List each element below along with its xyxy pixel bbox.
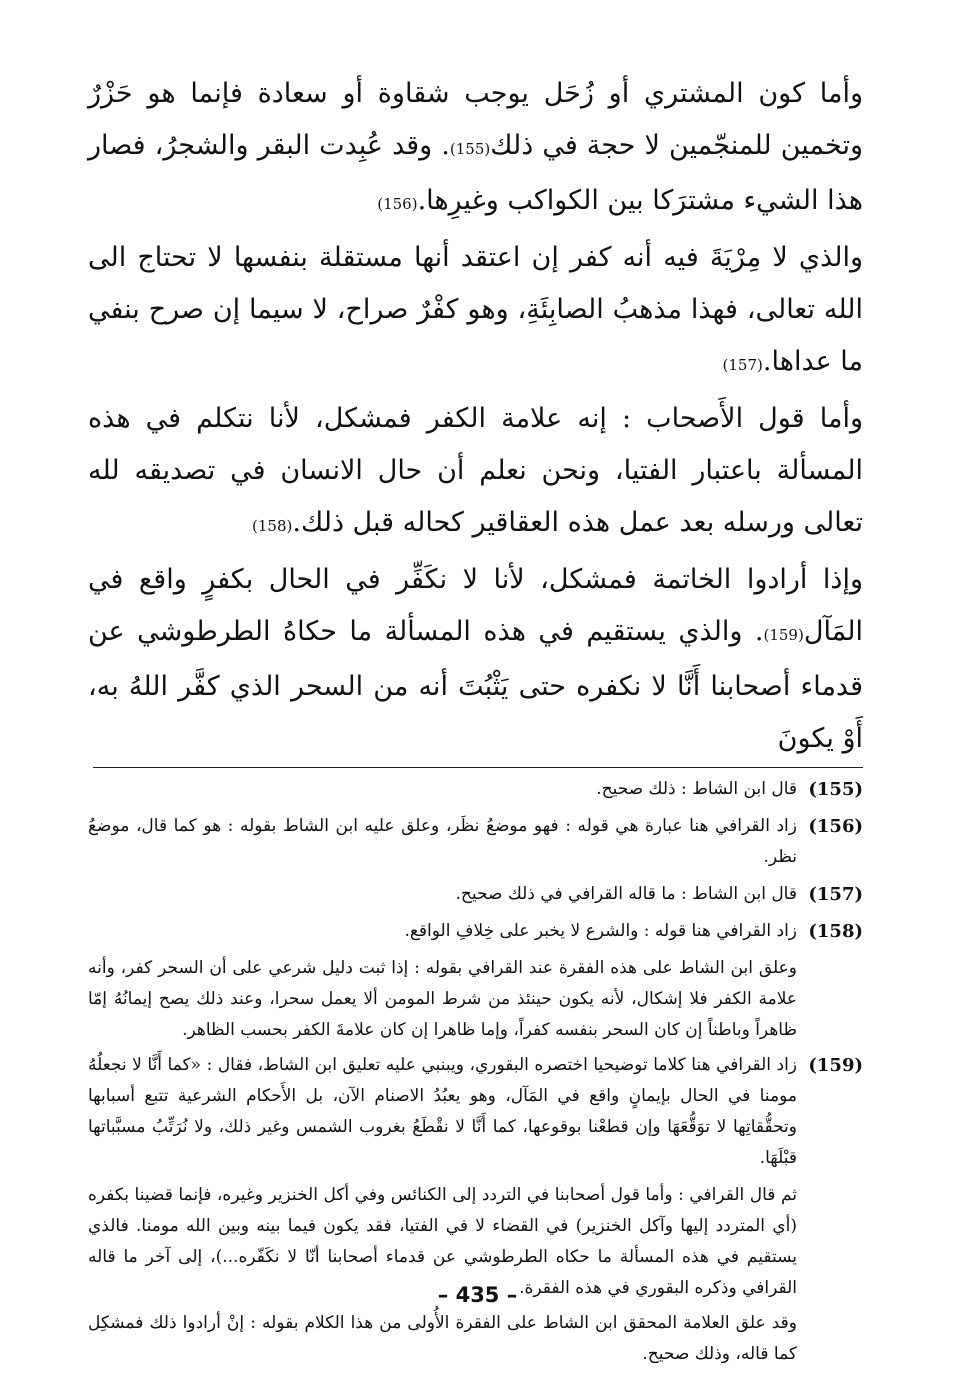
footnote-text: زاد القرافي هنا كلاما توضيحيا اختصره البقوري، ويبنبي عليه تعليق ابن الشاط، فقال : «كما أَنَّا لا نجعلُهُ مومنا في الحال بإيمانٍ واقع في المَآل، وهو يعبُدُ الاصنام الآن، بل الأَحكام الشرعية تتبع أسبابها وتحقُّقاتِها لا توَقُّعَهَا وإن قطعْنا بوقوعها، كما أَنَّا لا نقْطَعُ بغروب الشمس وغير ذلك، ولا نُرَتِّبُ مسبَّباتها قبْلَهَا. — [88, 1055, 797, 1168]
paragraph-1-text-a: وأما كون المشتري أو زُحَل يوجب شقاوة أو سعادة فإنما هو حَزْرٌ وتخمين للمنجّمين لا حجة في ذلك — [88, 78, 864, 161]
footnote-ref-156[interactable]: (156) — [377, 195, 418, 213]
footnote-text: زاد القرافي هنا عبارة هي قوله : فهو موضعُ نظَر، وعلق عليه ابن الشاط بقوله : هو كما قال، موضعُ نظر. — [88, 816, 797, 867]
footnote-text: قال ابن الشاط : ما قاله القرافي في ذلك صحيح. — [455, 884, 797, 904]
footnote-155 — [88, 774, 863, 805]
paragraph-1-text-b: . وقد عُبِدت البقر والشجرُ، فصار هذا الشيء مشترَكا بين الكواكب وغيرِها. — [88, 130, 863, 216]
main-text — [88, 68, 863, 765]
footnote-number: (155) — [808, 779, 863, 800]
paragraph-4-text-a: وإذا أرادوا الخاتمة فمشكل، لأنا لا نكَفِّر في الحال بكفرٍ واقع في المَآل — [88, 564, 864, 647]
page-number: – 435 – — [437, 1283, 518, 1307]
footnote-159-continuation-2: وقد علق العلامة المحقق ابن الشاط على الفقرة الأُولى من هذا الكلام بقوله : إنْ أرادوا ذلك فمشكِل كما قاله، وذلك صحيح. — [88, 1313, 797, 1364]
paragraph-4-text-b: . والذي يستقيم في هذه المسألة ما حكاهُ الطرطوشي عن قدماء أصحابنا أَنَّا لا نكفره حتى يَثْبُتَ أنه من السحر الذي كفَّر اللهُ به، أَوْ يكونَ — [88, 616, 863, 754]
paragraph-2-text: والذي لا مِرْيَةَ فيه أنه كفر إن اعتقد أنها مستقلة بنفسها لا تحتاج الى الله تعالى، فهذا مذهبُ الصابِئَةِ، وهو كفْرٌ صراح، لا سيما إن صرح بنفي ما عداها. — [88, 242, 863, 377]
paragraph-1 — [88, 68, 863, 230]
footnote-156 — [88, 811, 863, 873]
footnote-158-continuation: وعلق ابن الشاط على هذه الفقرة عند القرافي بقوله : إذا ثبت دليل شرعي على أن السحر كفر، وأنه علامة الكفر فلا إشكال، لأنه يكون حينئذ من شرط المومن ألا يعمل سحرا، وعند ذلك يصح إيمانُهُ إمّا ظاهراً وباطناً إن كان السحر بنفسه كفراً، وإما ظاهرا إن كان علامةَ الكفر بحسب الظاهر. — [88, 958, 797, 1040]
footnote-ref-158[interactable]: (158) — [252, 517, 293, 535]
footnotes — [88, 774, 863, 1370]
page-body — [88, 68, 863, 1374]
paragraph-3 — [88, 393, 863, 552]
footnote-text: قال ابن الشاط : ذلك صحيح. — [596, 779, 797, 799]
footnote-number: (157) — [808, 884, 863, 905]
footnote-ref-157[interactable]: (157) — [722, 356, 763, 374]
footnote-158 — [88, 916, 863, 947]
footnote-157 — [88, 879, 863, 910]
footnote-ref-159[interactable]: (159) — [763, 626, 804, 644]
paragraph-2 — [88, 232, 863, 391]
footnote-text: زاد القرافي هنا قوله : والشرع لا يخبر على خِلافِ الواقع. — [404, 921, 797, 941]
paragraph-4 — [88, 554, 863, 765]
footnote-number: (156) — [808, 816, 863, 837]
footnote-divider — [93, 767, 863, 768]
footnote-ref-155[interactable]: (155) — [449, 140, 491, 158]
footnote-number: (159) — [808, 1055, 863, 1076]
footnote-number: (158) — [808, 921, 863, 942]
paragraph-3-text: وأما قول الأَصحاب : إنه علامة الكفر فمشكل، لأنا نتكلم في هذه المسألة باعتبار الفتيا، ونحن نعلم أن حال الانسان في تصديقه لله تعالى ورسله بعد عمل هذه العقاقير كحاله قبل ذلك. — [88, 403, 863, 538]
footnote-159-continuation-1: ثم قال القرافي : وأما قول أصحابنا في التردد إلى الكنائس وفي أكل الخنزير وغيره، فإنما قضينا بكفره (أي المتردد إليها وآكل الخنزير) في القضاء لا في الفتيا، فقد يكون فيما بينه وبين الله مومنا. فالذي يستقيم في هذه المسألة ما حكاه الطرطوشي عن قدماء أصحابنا أنّا لا نكَفّره...)، إلى آخر ما قاله القرافي وذكره البقوري في هذه الفقرة. — [88, 1185, 797, 1298]
footnote-159 — [88, 1050, 863, 1174]
